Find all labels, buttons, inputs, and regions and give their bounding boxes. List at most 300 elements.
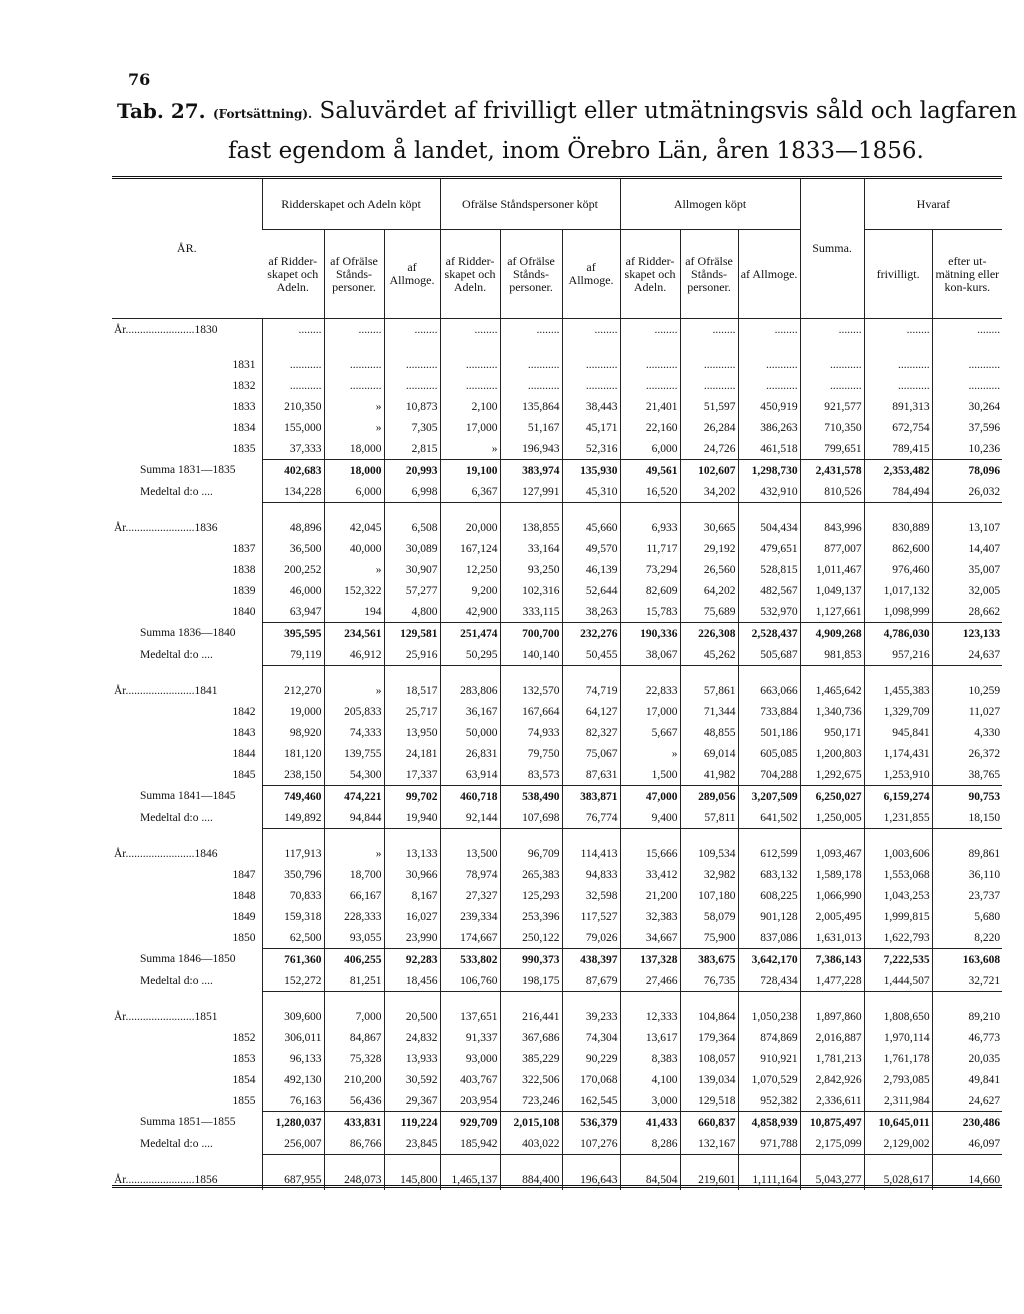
table-cell: 117,527 bbox=[562, 906, 620, 927]
table-cell: 181,120 bbox=[262, 743, 324, 764]
table-cell: 37,596 bbox=[932, 417, 1002, 438]
table-cell: 91,337 bbox=[440, 1027, 500, 1048]
table-row bbox=[112, 580, 1002, 601]
table-cell: 19,000 bbox=[262, 701, 324, 722]
table-cell: 11,027 bbox=[932, 701, 1002, 722]
row-label: Summa 1846—1850 bbox=[140, 953, 236, 966]
table-cell: 93,250 bbox=[500, 559, 562, 580]
table-cell: 1,011,467 bbox=[800, 559, 864, 580]
table-row bbox=[112, 375, 1002, 396]
row-label: 1835 bbox=[232, 442, 256, 455]
table-cell: 46,912 bbox=[324, 644, 384, 666]
table-cell: 1,761,178 bbox=[864, 1048, 932, 1069]
table-cell: 24,637 bbox=[932, 644, 1002, 666]
average-row bbox=[112, 644, 1002, 666]
table-cell: ........... bbox=[384, 354, 440, 375]
table-cell: 251,474 bbox=[440, 623, 500, 645]
table-cell: ........... bbox=[384, 375, 440, 396]
table-row bbox=[112, 722, 1002, 743]
table-row bbox=[112, 764, 1002, 786]
table-cell: 49,570 bbox=[562, 538, 620, 559]
table-cell: 20,035 bbox=[932, 1048, 1002, 1069]
table-row bbox=[112, 885, 1002, 906]
table-cell: 30,966 bbox=[384, 864, 440, 885]
table-cell: 950,171 bbox=[800, 722, 864, 743]
table-cell: 1,200,803 bbox=[800, 743, 864, 764]
table-cell: 20,500 bbox=[384, 1006, 440, 1027]
table-cell: 250,122 bbox=[500, 927, 562, 949]
table-cell: 1,781,213 bbox=[800, 1048, 864, 1069]
row-label: Summa 1851—1855 bbox=[140, 1116, 236, 1129]
table-cell: 1,066,990 bbox=[800, 885, 864, 906]
table-cell: 11,717 bbox=[620, 538, 680, 559]
row-label: 1832 bbox=[232, 379, 256, 392]
table-cell: ........ bbox=[384, 319, 440, 341]
table-cell: 14,407 bbox=[932, 538, 1002, 559]
table-cell: 119,224 bbox=[384, 1112, 440, 1134]
table-row bbox=[112, 417, 1002, 438]
table-cell: 32,982 bbox=[680, 864, 738, 885]
table-cell: 4,100 bbox=[620, 1069, 680, 1090]
table-cell: 1,329,709 bbox=[864, 701, 932, 722]
table-cell: 5,028,617 bbox=[864, 1169, 932, 1190]
summary-row bbox=[112, 623, 1002, 645]
table-cell: 749,460 bbox=[262, 786, 324, 808]
table-cell: ........... bbox=[864, 375, 932, 396]
table-cell: 1,500 bbox=[620, 764, 680, 786]
table-cell: 505,687 bbox=[738, 644, 800, 666]
table-cell: 19,100 bbox=[440, 460, 500, 482]
table-cell: 26,032 bbox=[932, 481, 1002, 503]
table-cell: 27,327 bbox=[440, 885, 500, 906]
table-cell: 6,000 bbox=[620, 438, 680, 460]
table-cell: 10,645,011 bbox=[864, 1112, 932, 1134]
spacer-cell bbox=[562, 340, 620, 354]
spacer-cell bbox=[262, 992, 324, 1007]
spacer-cell bbox=[620, 992, 680, 1007]
table-cell: 21,401 bbox=[620, 396, 680, 417]
row-label: År........................1856 bbox=[114, 1173, 218, 1186]
spacer-cell bbox=[738, 829, 800, 844]
table-cell: 1,292,675 bbox=[800, 764, 864, 786]
spacer-cell bbox=[562, 829, 620, 844]
table-cell: 83,573 bbox=[500, 764, 562, 786]
table-cell: 1,999,815 bbox=[864, 906, 932, 927]
spacer-cell bbox=[620, 829, 680, 844]
spacer-cell bbox=[562, 503, 620, 518]
spacer-cell bbox=[262, 829, 324, 844]
spacer-cell bbox=[440, 503, 500, 518]
year-column-header: ÅR. bbox=[112, 179, 262, 319]
table-cell: 79,026 bbox=[562, 927, 620, 949]
row-label: Medeltal d:o .... bbox=[140, 1137, 213, 1150]
table-cell: 528,815 bbox=[738, 559, 800, 580]
spacer-cell bbox=[800, 340, 864, 354]
table-cell: 2,005,495 bbox=[800, 906, 864, 927]
table-cell: 10,259 bbox=[932, 680, 1002, 701]
table-cell: 901,128 bbox=[738, 906, 800, 927]
spacer-cell bbox=[562, 992, 620, 1007]
table-cell: 152,272 bbox=[262, 970, 324, 992]
table-row bbox=[112, 1006, 1002, 1027]
table-cell: 226,308 bbox=[680, 623, 738, 645]
table-cell: 76,163 bbox=[262, 1090, 324, 1112]
table-cell: 64,127 bbox=[562, 701, 620, 722]
table-cell: 1,631,013 bbox=[800, 927, 864, 949]
table-cell: 952,382 bbox=[738, 1090, 800, 1112]
row-label: 1840 bbox=[232, 605, 256, 618]
table-cell: 945,841 bbox=[864, 722, 932, 743]
table-cell: 2,528,437 bbox=[738, 623, 800, 645]
spacer-cell bbox=[112, 503, 262, 518]
table-cell: 6,367 bbox=[440, 481, 500, 503]
table-cell: 93,000 bbox=[440, 1048, 500, 1069]
table-cell: 238,150 bbox=[262, 764, 324, 786]
row-label: Medeltal d:o .... bbox=[140, 648, 213, 661]
table-cell: 29,367 bbox=[384, 1090, 440, 1112]
table-cell: 700,700 bbox=[500, 623, 562, 645]
table-cell: 16,520 bbox=[620, 481, 680, 503]
table-cell: 1,231,855 bbox=[864, 807, 932, 829]
table-cell: 48,896 bbox=[262, 517, 324, 538]
table-cell: 492,130 bbox=[262, 1069, 324, 1090]
table-cell: 57,811 bbox=[680, 807, 738, 829]
spacer-cell bbox=[738, 1155, 800, 1170]
table-cell: 1,017,132 bbox=[864, 580, 932, 601]
table-cell: 2,353,482 bbox=[864, 460, 932, 482]
spacer-cell bbox=[864, 340, 932, 354]
table-cell: 33,412 bbox=[620, 864, 680, 885]
table-row bbox=[112, 559, 1002, 580]
table-cell: 333,115 bbox=[500, 601, 562, 623]
table-cell: 395,595 bbox=[262, 623, 324, 645]
spacer-cell bbox=[738, 503, 800, 518]
table-cell: 69,014 bbox=[680, 743, 738, 764]
table-cell: 7,222,535 bbox=[864, 949, 932, 971]
table-cell: 8,220 bbox=[932, 927, 1002, 949]
table-cell: ........... bbox=[738, 354, 800, 375]
table-cell: ........... bbox=[562, 354, 620, 375]
table-cell: 789,415 bbox=[864, 438, 932, 460]
spacer-cell bbox=[620, 503, 680, 518]
table-cell: 18,150 bbox=[932, 807, 1002, 829]
table-cell: 78,974 bbox=[440, 864, 500, 885]
table-cell: 64,202 bbox=[680, 580, 738, 601]
table-cell: » bbox=[324, 396, 384, 417]
table-cell: 45,171 bbox=[562, 417, 620, 438]
table-cell: 612,599 bbox=[738, 843, 800, 864]
spacer-cell bbox=[932, 1155, 1002, 1170]
table-cell: ........... bbox=[680, 375, 738, 396]
table-row bbox=[112, 1048, 1002, 1069]
spacer-cell bbox=[932, 666, 1002, 681]
table-cell: 1,250,005 bbox=[800, 807, 864, 829]
table-row bbox=[112, 354, 1002, 375]
spacer-cell bbox=[680, 503, 738, 518]
table-cell: 132,570 bbox=[500, 680, 562, 701]
table-cell: 41,433 bbox=[620, 1112, 680, 1134]
table-cell: » bbox=[324, 843, 384, 864]
table-cell: ........... bbox=[562, 375, 620, 396]
table-cell: 406,255 bbox=[324, 949, 384, 971]
table-cell: 74,333 bbox=[324, 722, 384, 743]
spacer-cell bbox=[864, 666, 932, 681]
table-row bbox=[112, 743, 1002, 764]
table-cell: 20,993 bbox=[384, 460, 440, 482]
table-cell: ........ bbox=[562, 319, 620, 341]
spacer-cell bbox=[500, 1155, 562, 1170]
table-cell: 3,000 bbox=[620, 1090, 680, 1112]
col-header-from-peasants: af Allmoge. bbox=[562, 230, 620, 319]
table-cell: ........... bbox=[500, 375, 562, 396]
average-row bbox=[112, 970, 1002, 992]
table-cell: 134,228 bbox=[262, 481, 324, 503]
table-cell: 162,545 bbox=[562, 1090, 620, 1112]
table-cell: 5,680 bbox=[932, 906, 1002, 927]
table-cell: 23,990 bbox=[384, 927, 440, 949]
table-cell: 322,506 bbox=[500, 1069, 562, 1090]
spacer-cell bbox=[620, 1155, 680, 1170]
table-cell: » bbox=[324, 417, 384, 438]
col-header-from-nobility: af Ridder-skapet och Adeln. bbox=[262, 230, 324, 319]
table-cell: 22,160 bbox=[620, 417, 680, 438]
table-cell: 8,383 bbox=[620, 1048, 680, 1069]
table-cell: 74,719 bbox=[562, 680, 620, 701]
table-row bbox=[112, 319, 1002, 341]
table-cell: 7,386,143 bbox=[800, 949, 864, 971]
table-cell: 687,955 bbox=[262, 1169, 324, 1190]
table-cell: 24,832 bbox=[384, 1027, 440, 1048]
table-cell: 4,858,939 bbox=[738, 1112, 800, 1134]
spacer-cell bbox=[864, 1155, 932, 1170]
table-cell: 1,622,793 bbox=[864, 927, 932, 949]
table-cell: 33,164 bbox=[500, 538, 562, 559]
table-cell: 125,293 bbox=[500, 885, 562, 906]
row-label: 1850 bbox=[232, 931, 256, 944]
table-cell: 114,413 bbox=[562, 843, 620, 864]
table-cell: 1,298,730 bbox=[738, 460, 800, 482]
table-cell: 30,665 bbox=[680, 517, 738, 538]
table-cell: 38,443 bbox=[562, 396, 620, 417]
row-label: 1843 bbox=[232, 726, 256, 739]
table-cell: 23,737 bbox=[932, 885, 1002, 906]
col-header-from-nobility: af Ridder-skapet och Adeln. bbox=[620, 230, 680, 319]
table-cell: 2,311,984 bbox=[864, 1090, 932, 1112]
table-cell: 139,755 bbox=[324, 743, 384, 764]
table-cell: 6,998 bbox=[384, 481, 440, 503]
table-cell: 51,167 bbox=[500, 417, 562, 438]
table-row bbox=[112, 538, 1002, 559]
table-cell: ........... bbox=[620, 375, 680, 396]
table-cell: 1,808,650 bbox=[864, 1006, 932, 1027]
table-cell: 159,318 bbox=[262, 906, 324, 927]
table-cell: 383,675 bbox=[680, 949, 738, 971]
average-row bbox=[112, 481, 1002, 503]
table-cell: 107,276 bbox=[562, 1133, 620, 1155]
table-cell: 26,560 bbox=[680, 559, 738, 580]
spacer-cell bbox=[680, 340, 738, 354]
spacer-cell bbox=[864, 829, 932, 844]
table-cell: 46,139 bbox=[562, 559, 620, 580]
table-cell: 75,067 bbox=[562, 743, 620, 764]
spacer-cell bbox=[800, 829, 864, 844]
spacer-cell bbox=[384, 666, 440, 681]
table-cell: 36,110 bbox=[932, 864, 1002, 885]
col-header-voluntary: frivilligt. bbox=[864, 230, 932, 319]
table-cell: 108,057 bbox=[680, 1048, 738, 1069]
row-label: 1848 bbox=[232, 889, 256, 902]
table-cell: 40,000 bbox=[324, 538, 384, 559]
row-label: 1854 bbox=[232, 1073, 256, 1086]
spacer-cell bbox=[932, 340, 1002, 354]
table-cell: 10,875,497 bbox=[800, 1112, 864, 1134]
table-cell: 32,005 bbox=[932, 580, 1002, 601]
spacer-cell bbox=[738, 666, 800, 681]
table-cell: 957,216 bbox=[864, 644, 932, 666]
table-cell: 501,186 bbox=[738, 722, 800, 743]
table-cell: 482,567 bbox=[738, 580, 800, 601]
table-cell: 1,280,037 bbox=[262, 1112, 324, 1134]
table-cell: 137,651 bbox=[440, 1006, 500, 1027]
table-cell: 862,600 bbox=[864, 538, 932, 559]
spacer-cell bbox=[500, 992, 562, 1007]
table-cell: 309,600 bbox=[262, 1006, 324, 1027]
table-cell: 663,066 bbox=[738, 680, 800, 701]
spacer-cell bbox=[500, 340, 562, 354]
row-label: 1852 bbox=[232, 1031, 256, 1044]
summary-row bbox=[112, 786, 1002, 808]
table-cell: 4,800 bbox=[384, 601, 440, 623]
spacer-cell bbox=[440, 829, 500, 844]
average-row bbox=[112, 1133, 1002, 1155]
table-cell: 90,229 bbox=[562, 1048, 620, 1069]
table-cell: 86,766 bbox=[324, 1133, 384, 1155]
spacer-cell bbox=[932, 829, 1002, 844]
table-cell: 479,651 bbox=[738, 538, 800, 559]
table-cell: 12,333 bbox=[620, 1006, 680, 1027]
row-label: År........................1846 bbox=[114, 847, 218, 860]
table-row bbox=[112, 680, 1002, 701]
spacer-cell bbox=[500, 666, 562, 681]
table-cell: 976,460 bbox=[864, 559, 932, 580]
table-cell: 21,200 bbox=[620, 885, 680, 906]
table-cell: 82,327 bbox=[562, 722, 620, 743]
spacer-cell bbox=[500, 503, 562, 518]
spacer-cell bbox=[440, 992, 500, 1007]
table-cell: 608,225 bbox=[738, 885, 800, 906]
table-cell: 205,833 bbox=[324, 701, 384, 722]
table-cell: ........... bbox=[932, 354, 1002, 375]
table-cell: 3,207,509 bbox=[738, 786, 800, 808]
table-cell: 39,233 bbox=[562, 1006, 620, 1027]
table-cell: 47,000 bbox=[620, 786, 680, 808]
table-cell: 75,900 bbox=[680, 927, 738, 949]
table-cell: 8,167 bbox=[384, 885, 440, 906]
table-cell: 13,950 bbox=[384, 722, 440, 743]
table-cell: 34,667 bbox=[620, 927, 680, 949]
table-cell: 1,253,910 bbox=[864, 764, 932, 786]
table-cell: 660,837 bbox=[680, 1112, 738, 1134]
table-cell: ........ bbox=[864, 319, 932, 341]
col-header-from-commoners: af Ofrälse Stånds-personer. bbox=[324, 230, 384, 319]
col-header-execution: efter ut-mätning eller kon-kurs. bbox=[932, 230, 1002, 319]
table-cell: 52,316 bbox=[562, 438, 620, 460]
table-cell: 30,592 bbox=[384, 1069, 440, 1090]
table-cell: 140,140 bbox=[500, 644, 562, 666]
table-cell: 63,914 bbox=[440, 764, 500, 786]
table-cell: 38,067 bbox=[620, 644, 680, 666]
table-cell: 761,360 bbox=[262, 949, 324, 971]
table-cell: 196,943 bbox=[500, 438, 562, 460]
table-cell: 137,328 bbox=[620, 949, 680, 971]
table-cell: 981,853 bbox=[800, 644, 864, 666]
row-label: 1853 bbox=[232, 1052, 256, 1065]
col-header-from-commoners: af Ofrälse Stånds-personer. bbox=[680, 230, 738, 319]
table-cell: 2,129,002 bbox=[864, 1133, 932, 1155]
table-cell: 683,132 bbox=[738, 864, 800, 885]
table-cell: 1,050,238 bbox=[738, 1006, 800, 1027]
row-label: 1834 bbox=[232, 421, 256, 434]
table-cell: 74,933 bbox=[500, 722, 562, 743]
table-cell: 1,465,137 bbox=[440, 1169, 500, 1190]
table-row bbox=[112, 843, 1002, 864]
table-cell: ........... bbox=[500, 354, 562, 375]
table-cell: 1,070,529 bbox=[738, 1069, 800, 1090]
table-cell: 79,119 bbox=[262, 644, 324, 666]
table-cell: 167,124 bbox=[440, 538, 500, 559]
spacer-row bbox=[112, 340, 1002, 354]
table-cell: ........... bbox=[738, 375, 800, 396]
group-header-commoners: Ofrälse Ståndspersoner köpt bbox=[440, 179, 620, 230]
table-cell: 4,909,268 bbox=[800, 623, 864, 645]
spacer-cell bbox=[620, 666, 680, 681]
table-cell: 13,107 bbox=[932, 517, 1002, 538]
table-cell: 219,601 bbox=[680, 1169, 738, 1190]
table-cell: ........... bbox=[324, 375, 384, 396]
table-row bbox=[112, 1169, 1002, 1190]
table-cell: 26,831 bbox=[440, 743, 500, 764]
spacer-cell bbox=[112, 340, 262, 354]
table-cell: 438,397 bbox=[562, 949, 620, 971]
row-label: Summa 1836—1840 bbox=[140, 627, 236, 640]
table-cell: 94,844 bbox=[324, 807, 384, 829]
statistics-table bbox=[112, 179, 1002, 1190]
table-cell: 460,718 bbox=[440, 786, 500, 808]
continuation-note: (Fortsättning). bbox=[212, 107, 313, 121]
table-cell: ........... bbox=[440, 375, 500, 396]
spacer-cell bbox=[680, 666, 738, 681]
table-cell: ........... bbox=[440, 354, 500, 375]
table-cell: 1,127,661 bbox=[800, 601, 864, 623]
table-cell: 29,192 bbox=[680, 538, 738, 559]
row-label: Summa 1831—1835 bbox=[140, 464, 236, 477]
table-cell: 98,920 bbox=[262, 722, 324, 743]
table-cell: 32,383 bbox=[620, 906, 680, 927]
table-cell: 672,754 bbox=[864, 417, 932, 438]
table-cell: 837,086 bbox=[738, 927, 800, 949]
table-cell: 1,897,860 bbox=[800, 1006, 864, 1027]
table-cell: 874,869 bbox=[738, 1027, 800, 1048]
table-cell: 49,841 bbox=[932, 1069, 1002, 1090]
table-cell: 35,007 bbox=[932, 559, 1002, 580]
table-cell: 74,304 bbox=[562, 1027, 620, 1048]
spacer-cell bbox=[324, 992, 384, 1007]
table-cell: 990,373 bbox=[500, 949, 562, 971]
spacer-cell bbox=[324, 666, 384, 681]
table-cell: 1,340,736 bbox=[800, 701, 864, 722]
table-cell: 30,264 bbox=[932, 396, 1002, 417]
table-cell: 2,175,099 bbox=[800, 1133, 864, 1155]
